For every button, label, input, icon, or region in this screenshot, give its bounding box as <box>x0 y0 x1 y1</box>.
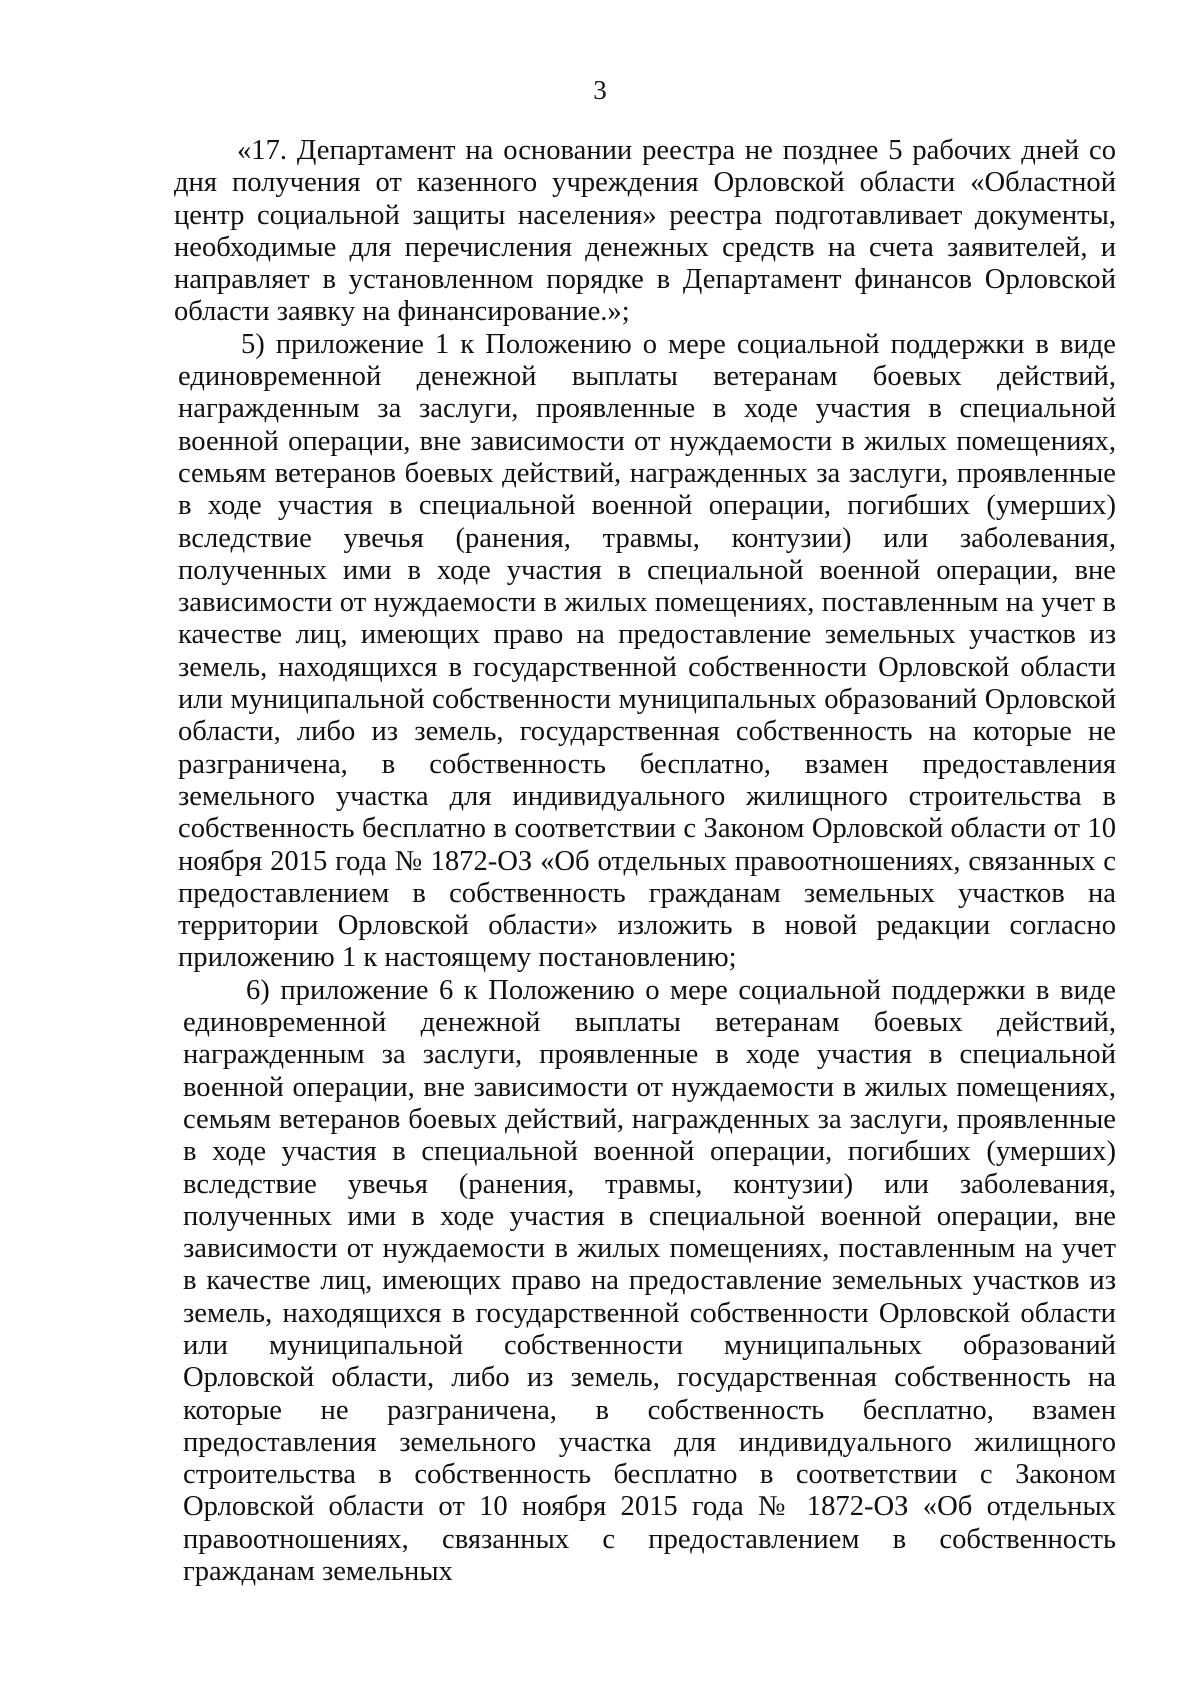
document-body <box>174 135 1116 1588</box>
paragraph-17: «17. Департамент на основании реестра не позднее 5 рабочих дней со дня получения от казенного учреждения Орловской области «Областной центр социальной защиты населения» реестра подготавливает документы, необходимые для перечисления денежных средств на счета заявителей, и направляет в установленном порядке в Департамент финансов Орловской области заявку на финансирование.»; <box>174 135 1116 328</box>
paragraph-item-5: 5) приложение 1 к Положению о мере социальной поддержки в виде единовременной денежной выплаты ветеранам боевых действий, награжденным за заслуги, проявленные в ходе участия в специальной военной операции, вне зависимости от нуждаемости в жилых помещениях, семьям ветеранов боевых действий, награжденных за заслуги, проявленные в ходе участия в специальной военной операции, погибших (умерших) вследствие увечья (ранения, травмы, контузии) или заболевания, полученных ими в ходе участия в специальной военной операции, вне зависимости от нуждаемости в жилых помещениях, поставленным на учет в качестве лиц, имеющих право на предоставление земельных участков из земель, находящихся в государственной собственности Орловской области или муниципальной собственности муниципальных образований Орловской области, либо из земель, государственная собственность на которые не разграничена, в собственность бесплатно, взамен предоставления земельного участка для индивидуального жилищного строительства в собственность бесплатно в соответствии с Законом Орловской области от 10 ноября 2015 года № 1872-ОЗ «Об отдельных правоотношениях, связанных с предоставлением в собственность гражданам земельных участков на территории Орловской области» изложить в новой редакции согласно приложению 1 к настоящему постановлению; <box>178 328 1116 974</box>
page-number: 3 <box>593 75 607 105</box>
paragraph-item-6: 6) приложение 6 к Положению о мере социальной поддержки в виде единовременной денежной выплаты ветеранам боевых действий, награжденным за заслуги, проявленные в ходе участия в специальной военной операции, вне зависимости от нуждаемости в жилых помещениях, семьям ветеранов боевых действий, награжденных за заслуги, проявленные в ходе участия в специальной военной операции, погибших (умерших) вследствие увечья (ранения, травмы, контузии) или заболевания, полученных ими в ходе участия в специальной военной операции, вне зависимости от нуждаемости в жилых помещениях, поставленным на учет в качестве лиц, имеющих право на предоставление земельных участков из земель, находящихся в государственной собственности Орловской области или муниципальной собственности муниципальных образований Орловской области, либо из земель, государственная собственность на которые не разграничена, в собственность бесплатно, взамен предоставления земельного участка для индивидуального жилищного строительства в собственность бесплатно в соответствии с Законом Орловской области от 10 ноября 2015 года № 1872-ОЗ «Об отдельных правоотношениях, связанных с предоставлением в собственность гражданам земельных <box>183 974 1116 1588</box>
